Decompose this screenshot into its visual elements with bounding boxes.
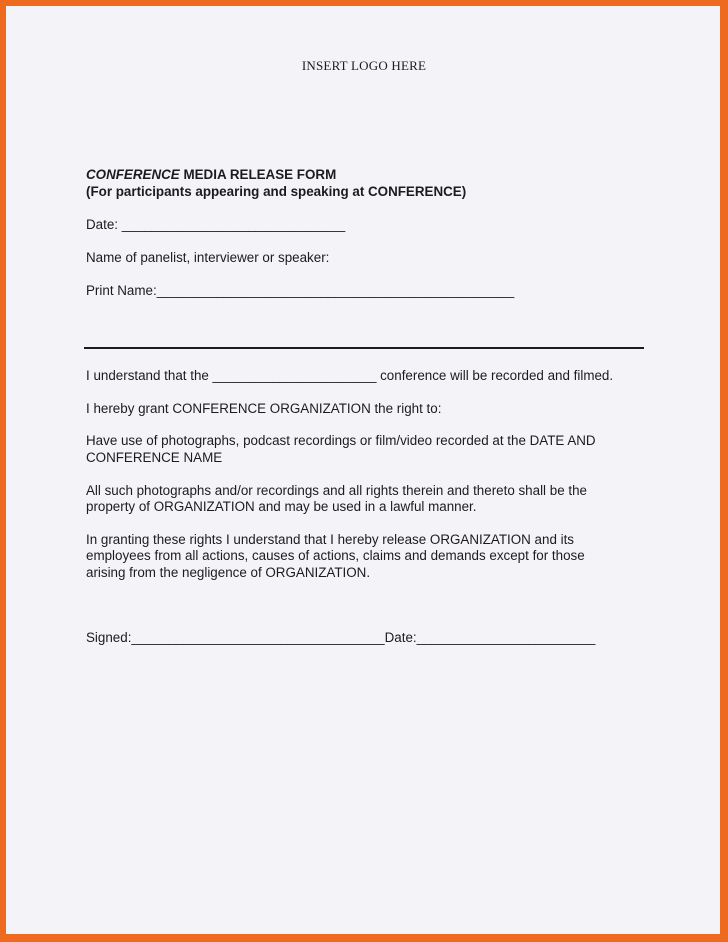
paragraph-rights-line-2: property of ORGANIZATION and may be used in a lawful manner.: [86, 499, 477, 514]
form-title: [86, 167, 336, 184]
paragraph-rights-line-1: All such photographs and/or recordings and all rights therein and thereto shall be the: [86, 483, 587, 498]
paragraph-release-line-3: arising from the negligence of ORGANIZATION.: [86, 565, 371, 580]
paragraph-release-line-2: employees from all actions, causes of actions, claims and demands except for those: [86, 548, 585, 563]
paragraph-use-line-2: CONFERENCE NAME: [86, 450, 223, 465]
paragraph-release-line-1: In granting these rights I understand that I hereby release ORGANIZATION and its: [86, 532, 575, 547]
print-name-field: Print Name:________________________________________________: [86, 283, 515, 298]
form-title-italic: CONFERENCE: [86, 167, 180, 182]
paragraph-grant: I hereby grant CONFERENCE ORGANIZATION the right to:: [86, 401, 442, 416]
signature-line: Signed:__________________________________Date:________________________: [86, 630, 596, 645]
divider-rule: [84, 347, 644, 349]
logo-placeholder: INSERT LOGO HERE: [301, 58, 427, 73]
form-subtitle: (For participants appearing and speaking at CONFERENCE): [86, 184, 467, 199]
date-field: Date: ______________________________: [86, 217, 346, 232]
paragraph-use-line-1: Have use of photographs, podcast recordings or film/video recorded at the DATE AND: [86, 433, 596, 448]
paragraph-understand: I understand that the ______________________ conference will be recorded and filmed.: [86, 368, 614, 383]
form-title-rest: MEDIA RELEASE FORM: [179, 167, 337, 182]
speaker-name-field: Name of panelist, interviewer or speaker:: [86, 250, 330, 265]
document-page: [6, 6, 720, 934]
